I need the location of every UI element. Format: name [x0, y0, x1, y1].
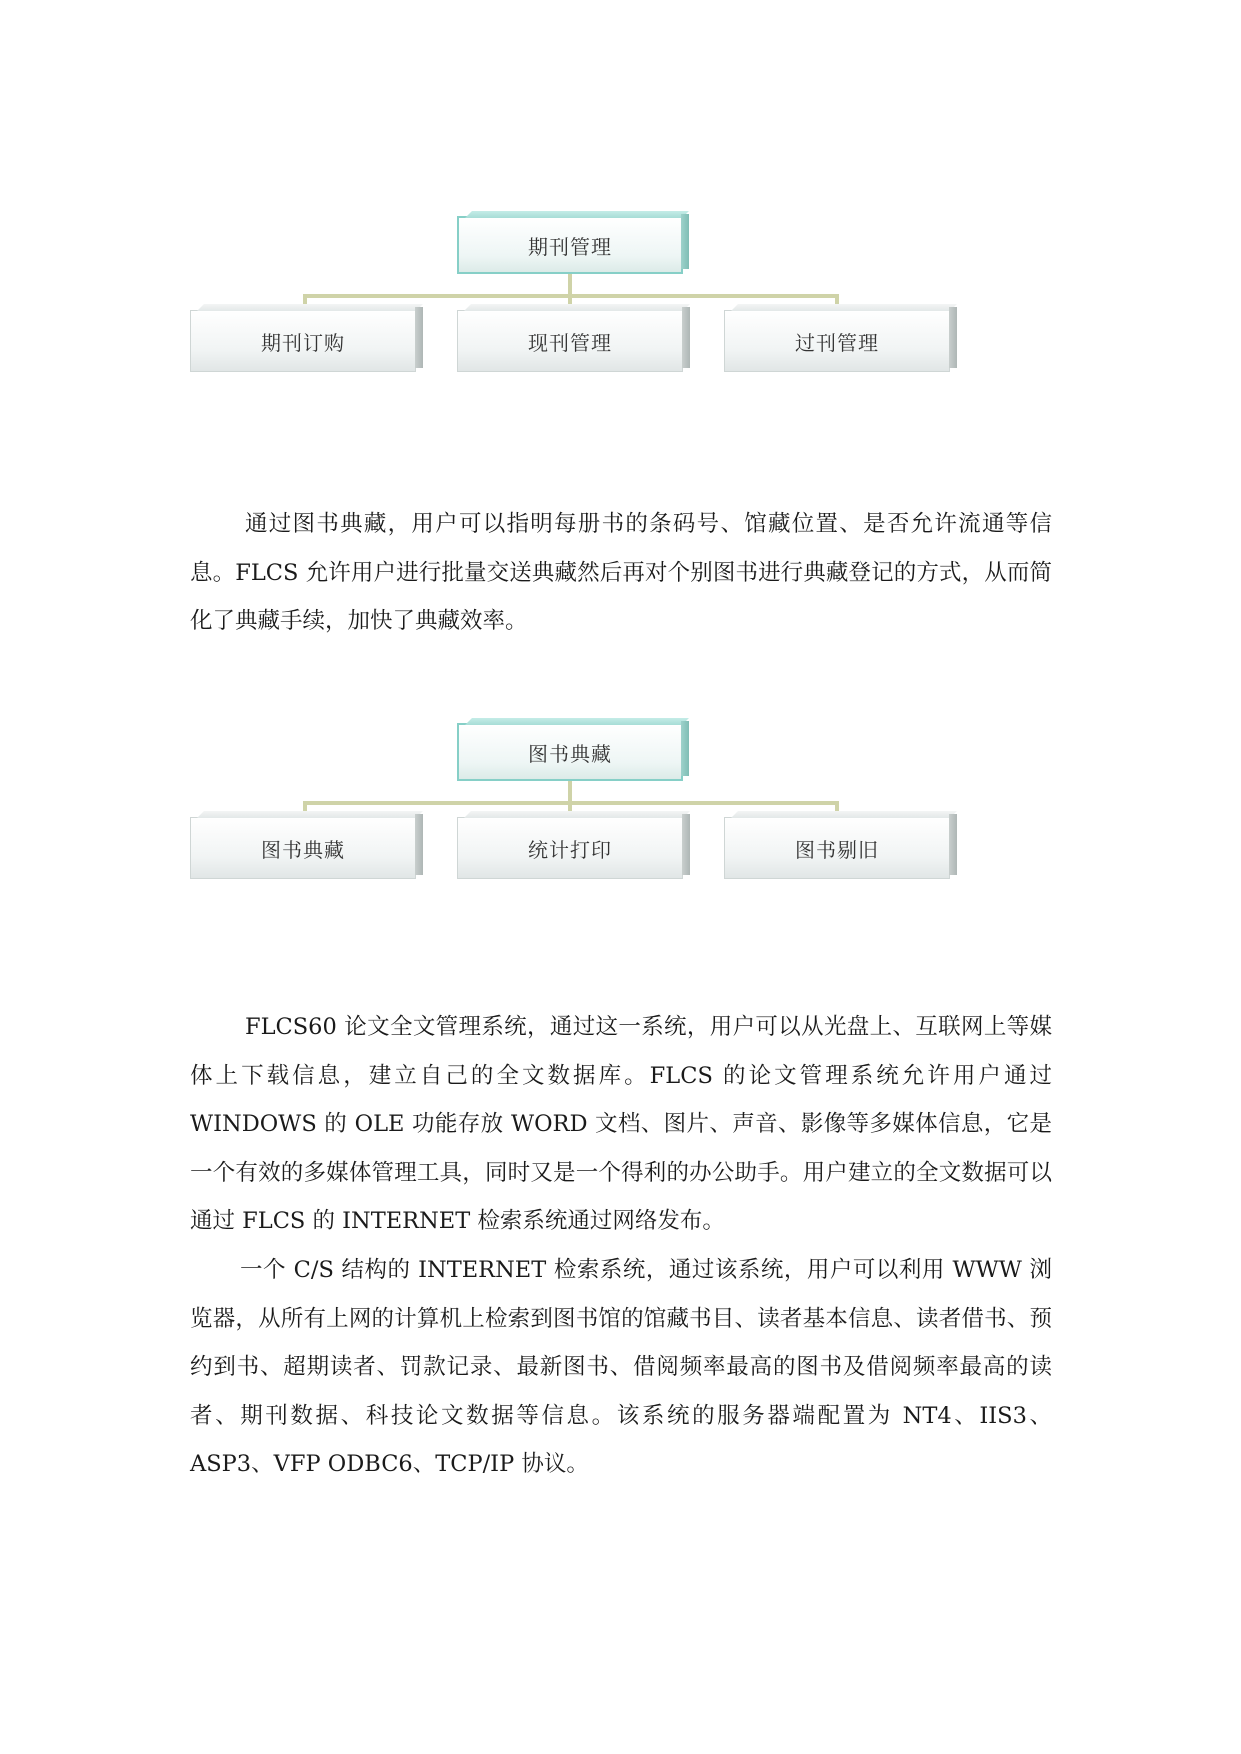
chart-child-node: 现刊管理 — [457, 310, 683, 372]
chart-child-node: 图书剔旧 — [724, 817, 950, 879]
chart-root-node: 图书典藏 — [457, 723, 683, 781]
chart-child-node: 图书典藏 — [190, 817, 416, 879]
chart-child-node: 过刊管理 — [724, 310, 950, 372]
paragraph-book-collection: 通过图书典藏，用户可以指明每册书的条码号、馆藏位置、是否允许流通等信息。FLCS 允许用户进行批量交送典藏然后再对个别图书进行典藏登记的方式，从而简化了典藏手续，加快了典藏效率。 — [190, 511, 1052, 635]
paragraph-fulltext-system: FLCS60 论文全文管理系统，通过这一系统，用户可以从光盘上、互联网上等媒体上下载信息，建立自己的全文数据库。FLCS 的论文管理系统允许用户通过 WINDOWS 的 OLE 功能存放 WORD 文档、图片、声音、影像等多媒体信息，它是一个有效的多媒体管理工具，同时又是一个得利的办公助手。用户建立的全文数据可以通过 FLCS 的 INTERNET 检索系统通过网络发布。 — [190, 1014, 1052, 1235]
chart-root-node: 期刊管理 — [457, 216, 683, 274]
periodical-management-chart — [0, 208, 1241, 378]
paragraph-internet-search: 一个 C/S 结构的 INTERNET 检索系统，通过该系统，用户可以利用 WWW 浏览器，从所有上网的计算机上检索到图书馆的馆藏书目、读者基本信息、读者借书、预约到书、超期读者、罚款记录、最新图书、借阅频率最高的图书及借阅频率最高的读者、期刊数据、科技论文数据等信息。该系统的服务器端配置为 NT4、IIS3、ASP3、VFP ODBC6、TCP/IP 协议。 — [190, 1257, 1052, 1478]
chart-child-node: 统计打印 — [457, 817, 683, 879]
chart-child-node: 期刊订购 — [190, 310, 416, 372]
book-collection-chart — [0, 715, 1241, 885]
